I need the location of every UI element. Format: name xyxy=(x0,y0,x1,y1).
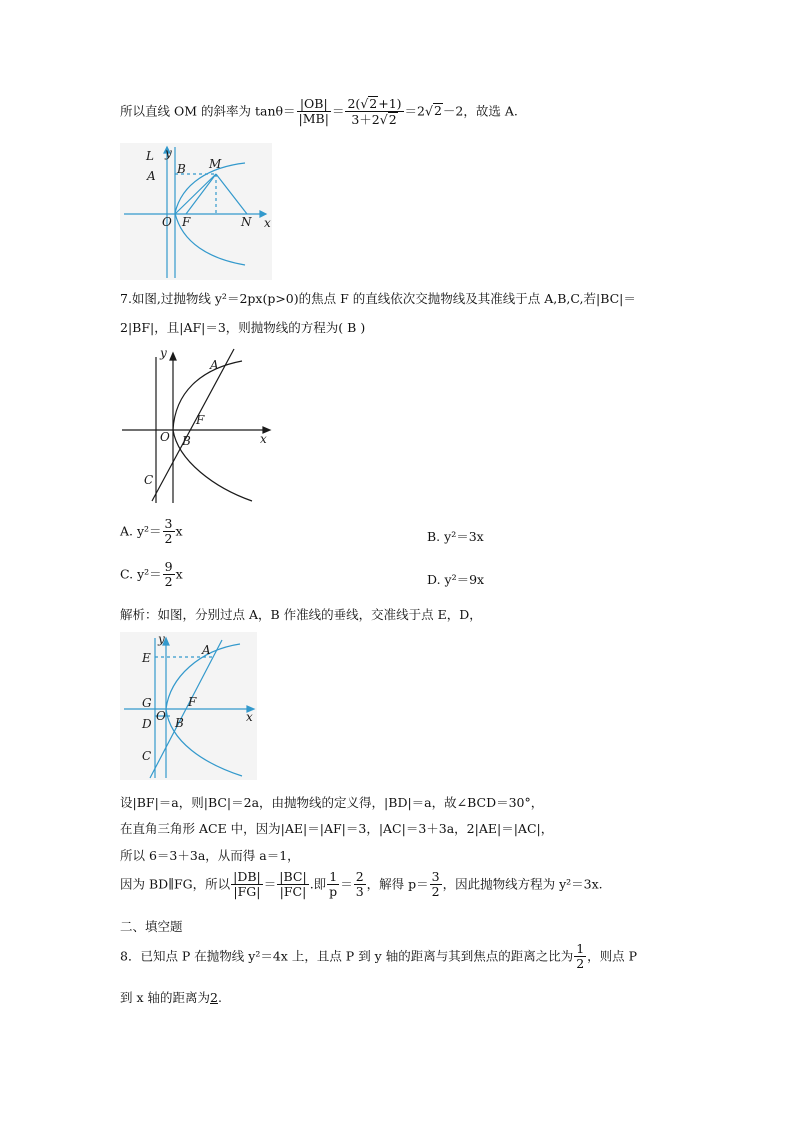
fig2-label-a: A xyxy=(210,358,219,372)
option-c[interactable]: C. y²＝ $\frac{9}{2}$ x xyxy=(120,559,183,590)
fig2-label-f: F xyxy=(196,413,205,427)
fig1-label-o: O xyxy=(162,215,172,229)
fig1-label-y: y xyxy=(165,146,172,160)
fig2-label-c: C xyxy=(144,473,154,487)
figure-analysis xyxy=(120,632,257,780)
figure-q7 xyxy=(120,343,280,505)
fig3-label-g: G xyxy=(142,696,152,710)
option-a[interactable]: A. y²＝ $\frac{3}{2}$ x xyxy=(120,516,183,547)
option-b[interactable]: B. y²＝3x xyxy=(427,529,484,544)
fig3-label-x: x xyxy=(246,710,253,724)
analysis-p1: 设|BF|＝a，则|BC|＝2a，由抛物线的定义得，|BD|＝a，故∠BCD＝30°， xyxy=(120,795,544,810)
slope-value-fraction: $\frac{2(√2+1)}{3+2√2}$ xyxy=(347,96,402,128)
figure-parabola-om xyxy=(120,143,272,280)
fig2-label-x: x xyxy=(260,432,267,446)
analysis-intro: 解析：如图，分别过点 A，B 作准线的垂线，交准线于点 E，D， xyxy=(120,607,482,622)
analysis-p4: 因为 BD∥FG，所以 $\frac{|DB|}{|FG|}$ ＝ $\frac{|BC|}{|FC|}$ .即 $\frac{1}{p}$ ＝ $\frac{2}{3}$ ，解得 p＝ $\frac{3}{2}$ ，因此抛物线方程为 y²＝3x. xyxy=(120,869,603,900)
fig3-label-o: O xyxy=(156,709,166,723)
fig3-label-e: E xyxy=(142,651,151,665)
analysis-p3: 所以 6＝3＋3a，从而得 a＝1， xyxy=(120,848,300,863)
fig1-label-n: N xyxy=(241,215,252,229)
fig3-label-a: A xyxy=(202,643,211,657)
slope-suffix: －2，故选 A. xyxy=(442,103,518,119)
fig1-label-x: x xyxy=(264,216,271,230)
fig1-label-m: M xyxy=(209,157,222,171)
fig3-label-d: D xyxy=(142,717,152,731)
section-heading: 二、填空题 xyxy=(120,919,183,934)
fig1-label-a: A xyxy=(147,169,156,183)
fig1-label-b: B xyxy=(177,162,186,176)
q8-answer: 2 xyxy=(210,990,218,1005)
fig3-label-y: y xyxy=(158,632,165,646)
fig3-label-f: F xyxy=(188,695,197,709)
option-d[interactable]: D. y²＝9x xyxy=(427,572,485,587)
ratio-ob-mb: $\frac{|OB|}{|MB|}$ xyxy=(298,96,329,127)
fig3-label-b: B xyxy=(175,716,184,730)
fig3-label-c: C xyxy=(142,749,152,763)
slope-prefix: 所以直线 OM 的斜率为 tanθ＝ xyxy=(120,103,296,119)
fig2-label-o: O xyxy=(160,430,170,444)
q7-line1: 7.如图,过抛物线 y²＝2px(p>0)的焦点 F 的直线依次交抛物线及其准线于点 A,B,C,若|BC|＝ xyxy=(120,291,636,306)
q7-line2: 2|BF|，且|AF|＝3，则抛物线的方程为( B ) xyxy=(120,320,366,335)
fig1-label-f: F xyxy=(182,215,191,229)
slope-line: 所以直线 OM 的斜率为 tanθ＝ $\frac{|OB|}{|MB|}$ ＝ $\frac{2(√2+1)}{3+2√2}$ ＝2√2－2，故选 A. xyxy=(120,96,518,128)
q8-line2: 到 x 轴的距离为2. xyxy=(120,990,222,1005)
q8-line1: 8．已知点 P 在抛物线 y²＝4x 上，且点 P 到 y 轴的距离与其到焦点的距离之比为 $\frac{1}{2}$ ，则点 P xyxy=(120,941,638,972)
fig2-label-y: y xyxy=(160,346,167,360)
analysis-p2: 在直角三角形 ACE 中，因为|AE|＝|AF|＝3，|AC|＝3＋3a，2|AE|＝|AC|， xyxy=(120,821,554,836)
fig1-label-l: L xyxy=(146,149,154,163)
fig2-label-b: B xyxy=(182,434,191,448)
